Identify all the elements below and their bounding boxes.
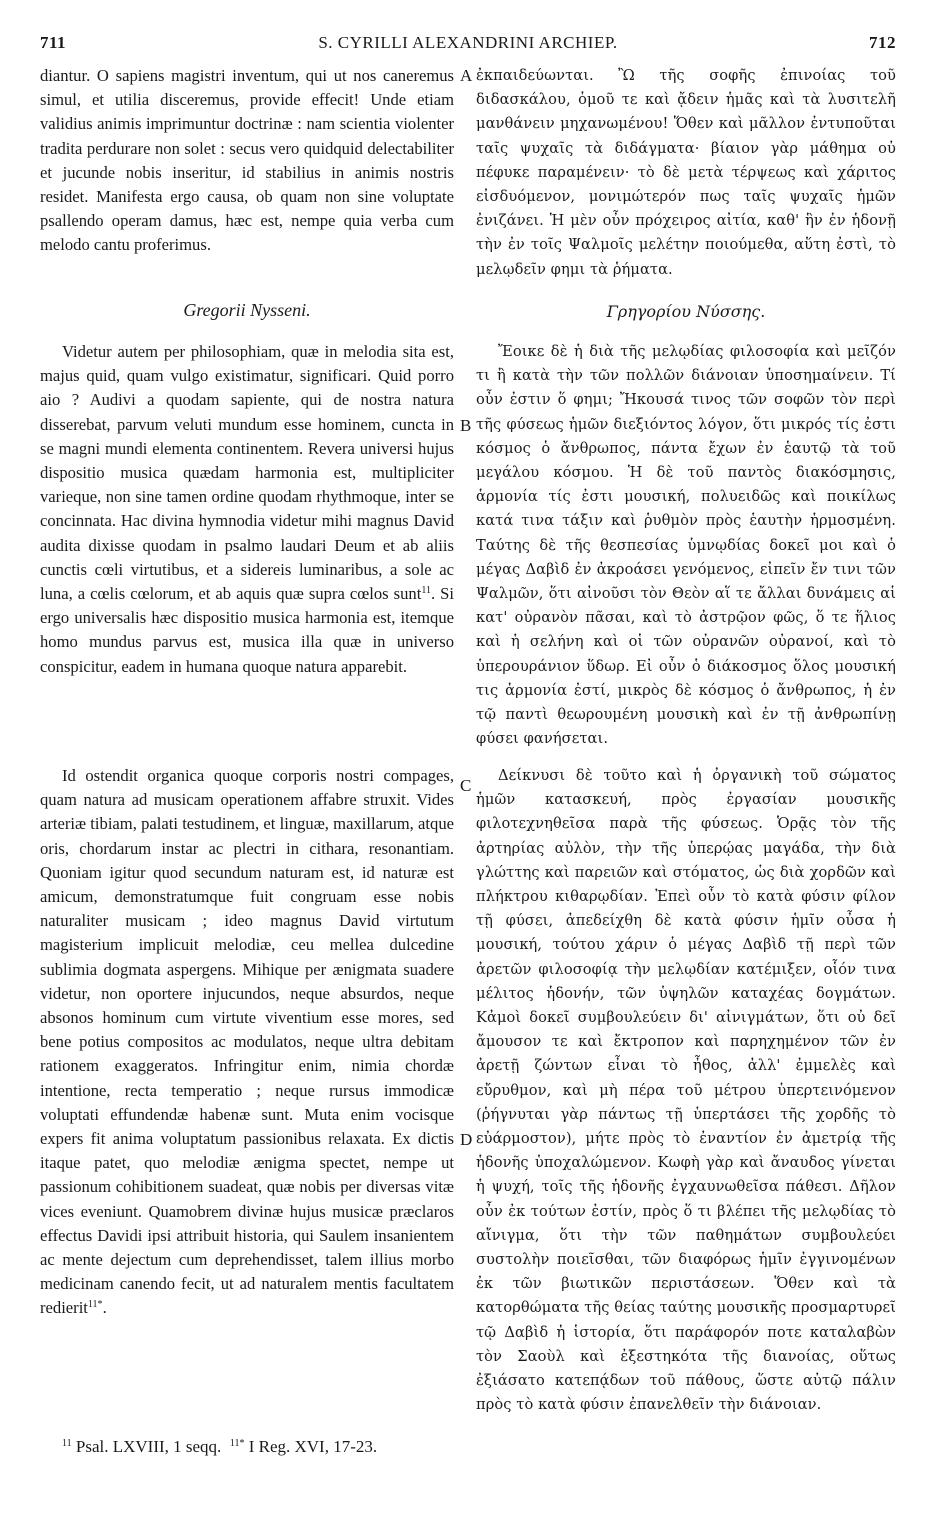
greek-section-title: Γρηγορίου Νύσσης.	[606, 302, 766, 321]
greek-text-2: Ἔοικε δὲ ἡ διὰ τῆς μελῳδίας φιλοσοφία καὶ μεῖζόν τι ἢ κατὰ τὴν τῶν πολλῶν διάνοιαν ὑποσημαίνειν. Τί οὖν ἐστιν ὅ φημι; Ἤκουσά τινος τῶν σοφῶν τὸν περὶ τῆς φύσεως ἡμῶν διεξιόντος λόγον, ὅτι μικρός τίς ἐστι κόσμος ὁ ἄνθρωπος, πάντα ἔχων ἐν ἑαυτῷ τὰ τοῦ μεγάλου κόσμου. Ἡ δὲ τοῦ παντὸς διακόσμησις, ἁρμονία τίς ἐστι μουσική, πολυειδῶς καὶ ποικίλως κατά τινα τάξιν καὶ ῥυθμὸν πρὸς ἑαυτὴν ἡρμοσμένη. Ταύτης δὲ τῆς θεσπεσίας ὑμνῳδίας δοκεῖ μοι καὶ ὁ μέγας Δαβὶδ ἐν ἀκροάσει γενόμενος, εἰπεῖν ἔν τινι τῶν Ψαλμῶν, ὅτι αἰνοῦσι τὸν Θεὸν αἵ τε ἄλλαι δυνάμεις αἱ κατ' οὐρανὸν πᾶσαι, καὶ τὸ ἀστρῷον φῶς, ὅ τε ἥλιος καὶ ἡ σελήνη καὶ οἱ τῶν οὐρανῶν οὐρανοί, καὶ τὸ ὑπερουράνιον ὕδωρ. Εἰ οὖν ὁ διάκοσμος ὅλος μουσική τις ἁρμονία ἐστί, μικρὸς δὲ κόσμος ὁ ἄνθρωπος, ἡ ἐν τῷ παντὶ θεωρουμένη μουσικὴ καὶ ἐν τῇ ἀνθρωπίνῃ φύσει φανήσεται.	[476, 343, 896, 748]
page-number-left: 711	[40, 33, 67, 52]
footnote	[62, 1437, 377, 1457]
footnote-ref-11-star: 11*	[87, 1299, 103, 1311]
footnote-marker-11-star: 11*	[229, 1438, 245, 1449]
latin-text-2	[40, 340, 454, 679]
latin-paragraph-2	[40, 340, 454, 738]
footnote-ref-11: 11	[421, 585, 431, 597]
latin-paragraph-1	[40, 64, 454, 286]
latin-text-3-end: .	[102, 1298, 107, 1318]
margin-mark-b: B	[460, 416, 472, 435]
greek-paragraph-1	[476, 64, 896, 286]
latin-text-3-body: Id ostendit organica quoque corporis nostri compages, quam natura ad musicam operationem affabre struxit. Vides arteriæ tibiam, palati testudinem, et linguæ, maxillarum, atque oris, chordarum instar ac plectri in cithara, resonantiam. Quoniam igitur quod secundum naturam est, id naturæ est amicum, demonstratumque fuit congruam esse nobis naturaliter musicam ; ideo magnus David virtutum magisterium implicuit melodiæ, ceu mellea dulcedine sublimia dogmata aspergens. Mihique per ænigmata suadere videtur, non oportere injucundos, neque absurdos, neque absonos hominum cum virtute viventium esse mores, sed bene potius compositos ac modulatos, neque ultra debitam rationem exaggeratos. Infringitur enim, nimia chordæ intentione, recta temperatio ; neque rursus immodicæ voluptati effundendæ habenæ sunt. Muta enim vocisque expers fit anima voluptatum passionibus relaxata. Ex dictis itaque patet, quo melodiæ ænigma spectet, nempe ut passionum cohibitionem suadeat, quæ nobis per diversas vitæ vices eveniunt. Quamobrem divinæ hujus musicæ præclaros effectus Davidi ipsi attribuit historia, qui Saulem insanientem ac mente dejectum cum deprehendisset, talem illius morbo medicinam canendo fecit, ut ad naturalem mentis facultatem redierit	[40, 766, 454, 1318]
latin-text-3	[40, 764, 454, 1321]
running-header	[40, 33, 896, 59]
latin-text-2-end: . Si ergo universalis hæc dispositio musica harmonia est, itemque homo mundus parvus est, musica illa quæ in universo conspicitur, eadem in humana quoque natura apparebit.	[40, 584, 454, 676]
greek-text-1: ἐκπαιδεύωνται. Ὢ τῆς σοφῆς ἐπινοίας τοῦ διδασκάλου, ὁμοῦ τε καὶ ᾄδειν ἡμᾶς καὶ τὰ λυσιτελῆ μανθάνειν μηχανωμένου! Ὅθεν καὶ μᾶλλον ἐντυποῦται ταῖς ψυχαῖς τὰ διδάγματα· βίαιον γὰρ μάθημα οὐ πέφυκε παραμένειν· τὸ δὲ μετὰ τέρψεως καὶ χάριτος εἰσδυόμενον, μονιμώτερόν πως ταῖς ψυχαῖς ἡμῶν ἐνιζάνει. Ἡ μὲν οὖν πρόχειρος αἰτία, καθ' ἣν ἐν ἡδονῇ τὴν ἐν τοῖς Ψαλμοῖς μελέτην ποιούμεθα, αὕτη ἐστὶ, τὸ μελῳδεῖν φημι τὰ ῥήματα.	[476, 67, 896, 278]
margin-mark-c: C	[460, 776, 472, 795]
latin-text-1: diantur. O sapiens magistri inventum, qui ut nos caneremus simul, et utilia disceremus, provide effecit! Unde etiam validius animis imprimuntur doctrinæ : nam scientia violenter tradita perdurare non solet : secus vero quidquid delectabiliter et jucunde nobis inseritur, id stabilius in animis nostris residet. Manifesta ergo causa, ob quam non sine voluptate psallendo operam damus, hæc est, nempe quia verba cum melodo cantu proferimus.	[40, 66, 454, 255]
latin-text-2-body: Videtur autem per philosophiam, quæ in melodia sita est, majus quid, quam vulgo existimatur, significari. Quid porro aio ? Audivi a quodam sapiente, qui de nostra natura disserebat, parvum veluti mundum esse hominem, cuncta in se magni mundi elementa continentem. Revera universi hujus dispositio musica quædam harmonia est, multipliciter varieque, non sine tamen ordine quodam rhythmoque, inter se concinnata. Hac divina hymnodia videtur mihi magnus David audita dixisse quodam in psalmo laudari Deum et ab aliis cunctis cœli virtutibus, et a sidereis luminaribus, a sole ac luna, a cœlis cœlorum, et ab aquis quæ supra cœlos sunt	[40, 342, 454, 604]
margin-mark-a: A	[460, 66, 473, 85]
footnote-marker-11: 11	[62, 1438, 72, 1449]
greek-text-3: Δείκνυσι δὲ τοῦτο καὶ ἡ ὀργανικὴ τοῦ σώματος ἡμῶν κατασκευή, πρὸς ἐργασίαν μουσικῆς φιλοτεχνηθεῖσα παρὰ τῆς φύσεως. Ὁρᾷς τὸν τῆς ἀρτηρίας αὐλὸν, τὴν τῆς ὑπερῴας μαγάδα, τὴν διὰ γλώττης καὶ παρειῶν καὶ στόματος, ὡς διὰ χορδῶν καὶ πλήκτρου κιθαρῳδίαν. Ἐπεὶ οὖν τὸ κατὰ φύσιν φίλον τῇ φύσει, ἀπεδείχθη δὲ κατὰ φύσιν ἡμῖν οὖσα ἡ μουσική, τούτου χάριν ὁ μέγας Δαβὶδ τῇ περὶ τῶν ἀρετῶν φιλοσοφίᾳ τὴν μελῳδίαν κατέμιξεν, οἷόν τινα μέλιτος ἡδονήν, τῶν ὑψηλῶν καταχέας δογμάτων. Κἀμοὶ δοκεῖ συμβουλεύειν δι' αἰνιγμάτων, ὅτι οὐ δεῖ ἄμουσον τε καὶ ἔκτροπον καὶ παρηχημένον τῶν ἐν ἀρετῇ ζώντων εἶναι τὸ ἦθος, ἀλλ' ἐμμελὲς καὶ εὔρυθμον, καὶ μὴ πέρα τοῦ μέτρου ὑπερτεινόμενον (ῥήγνυται γὰρ πάντως τῇ ὑπερτάσει τῆς χορδῆς τὸ εὐάρμοστον), μήτε πρὸς τὸ ἐναντίον ἐν ἀμετρίᾳ τῆς ἡδονῆς ὑποχαλώμενον. Κωφὴ γὰρ καὶ ἄναυδος γίνεται ἡ ψυχή, τοῖς τῆς ἡδονῆς ἐγχαυνωθεῖσα πάθεσι. Δῆλον οὖν ἐκ τούτων ἐστίν, πρὸς ὅ τι βλέπει τῆς μελῳδίας τὸ αἴνιγμα, ὅτι τὴν τῶν παθημάτων συμβουλεύει συστολὴν ποιεῖσθαι, τῶν διαφόρως ἡμῖν ἐγγινομένων ἐκ τῶν βιωτικῶν περιστάσεων. Ὅθεν καὶ τὰ κατορθώματα τῆς θείας ταύτης μουσικῆς προσμαρτυρεῖ τῷ Δαβὶδ ἡ ἱστορία, ὅτι παράφορόν ποτε καταλαβὼν τὸν Σαοὺλ καὶ ἐξεστηκότα τῆς διανοίας, οὕτως ἐξιάσατο κατεπᾴδων τοῦ πάθους, ὥστε αὐτῷ πάλιν πρὸς τὸ κατὰ φύσιν ἐπανελθεῖν τὴν διάνοιαν.	[476, 767, 896, 1414]
margin-mark-d: D	[460, 1130, 473, 1149]
page-number-right: 712	[869, 33, 896, 52]
latin-section-title: Gregorii Nysseni.	[183, 300, 311, 320]
footnote-text-11-star: I Reg. XVI, 17-23.	[248, 1437, 378, 1456]
footnote-text-11: Psal. LXVIII, 1 seqq.	[75, 1437, 222, 1456]
running-title: S. CYRILLI ALEXANDRINI ARCHIEP.	[318, 33, 618, 52]
greek-paragraph-3	[476, 764, 896, 1414]
greek-paragraph-2	[476, 340, 896, 748]
latin-paragraph-3	[40, 764, 454, 1394]
